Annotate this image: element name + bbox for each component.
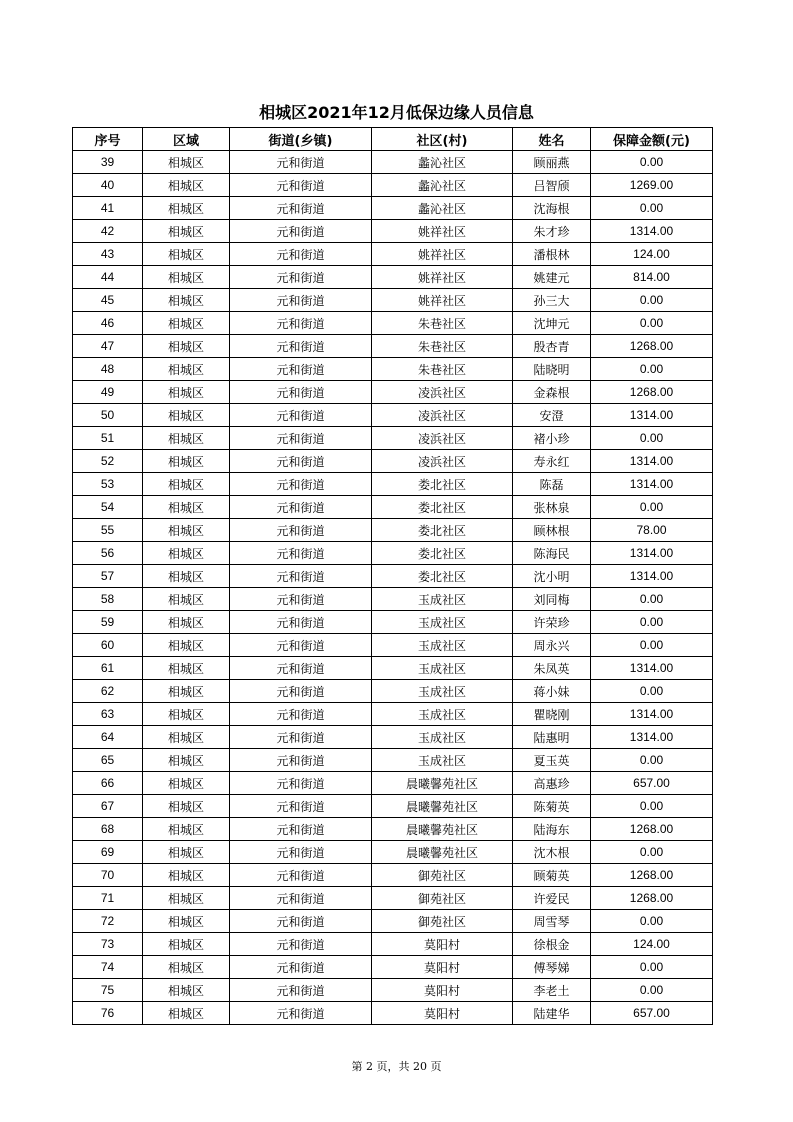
- cell-index: 64: [73, 726, 143, 749]
- cell-street: 元和街道: [230, 956, 372, 979]
- cell-street: 元和街道: [230, 174, 372, 197]
- cell-street: 元和街道: [230, 220, 372, 243]
- cell-index: 72: [73, 910, 143, 933]
- cell-street: 元和街道: [230, 473, 372, 496]
- cell-street: 元和街道: [230, 841, 372, 864]
- cell-community: 玉成社区: [372, 634, 513, 657]
- cell-name: 顾林根: [513, 519, 591, 542]
- cell-amount: 0.00: [591, 680, 713, 703]
- cell-street: 元和街道: [230, 335, 372, 358]
- cell-street: 元和街道: [230, 864, 372, 887]
- cell-community: 玉成社区: [372, 703, 513, 726]
- cell-name: 朱才珍: [513, 220, 591, 243]
- table-row: [73, 703, 713, 726]
- cell-name: 姚建元: [513, 266, 591, 289]
- cell-name: 夏玉英: [513, 749, 591, 772]
- table-row: [73, 565, 713, 588]
- header-amount: 保障金额(元): [591, 128, 713, 151]
- cell-index: 63: [73, 703, 143, 726]
- table-row: [73, 335, 713, 358]
- cell-amount: 1314.00: [591, 726, 713, 749]
- cell-community: 凌浜社区: [372, 450, 513, 473]
- cell-street: 元和街道: [230, 726, 372, 749]
- cell-community: 姚祥社区: [372, 289, 513, 312]
- cell-amount: 1314.00: [591, 657, 713, 680]
- cell-district: 相城区: [143, 680, 230, 703]
- cell-name: 安澄: [513, 404, 591, 427]
- cell-street: 元和街道: [230, 887, 372, 910]
- cell-name: 陈海民: [513, 542, 591, 565]
- cell-district: 相城区: [143, 220, 230, 243]
- cell-index: 48: [73, 358, 143, 381]
- cell-name: 许爱民: [513, 887, 591, 910]
- cell-district: 相城区: [143, 864, 230, 887]
- cell-amount: 1268.00: [591, 887, 713, 910]
- cell-community: 蠡沁社区: [372, 174, 513, 197]
- cell-index: 73: [73, 933, 143, 956]
- cell-district: 相城区: [143, 358, 230, 381]
- cell-name: 刘同梅: [513, 588, 591, 611]
- cell-community: 莫阳村: [372, 979, 513, 1002]
- table-row: [73, 979, 713, 1002]
- document-title: 相城区2021年12月低保边缘人员信息: [259, 103, 534, 122]
- cell-name: 陆晓明: [513, 358, 591, 381]
- cell-index: 43: [73, 243, 143, 266]
- cell-index: 46: [73, 312, 143, 335]
- cell-district: 相城区: [143, 565, 230, 588]
- cell-district: 相城区: [143, 519, 230, 542]
- table-row: [73, 496, 713, 519]
- cell-community: 晨曦馨苑社区: [372, 772, 513, 795]
- cell-street: 元和街道: [230, 611, 372, 634]
- cell-index: 41: [73, 197, 143, 220]
- cell-index: 40: [73, 174, 143, 197]
- cell-district: 相城区: [143, 979, 230, 1002]
- table-header-row: [73, 128, 713, 151]
- cell-index: 55: [73, 519, 143, 542]
- cell-community: 蠡沁社区: [372, 151, 513, 174]
- table-body: [73, 151, 713, 1025]
- cell-district: 相城区: [143, 151, 230, 174]
- header-name: 姓名: [513, 128, 591, 151]
- cell-index: 58: [73, 588, 143, 611]
- cell-name: 陈磊: [513, 473, 591, 496]
- cell-community: 娄北社区: [372, 519, 513, 542]
- cell-index: 57: [73, 565, 143, 588]
- cell-community: 朱巷社区: [372, 358, 513, 381]
- cell-district: 相城区: [143, 289, 230, 312]
- cell-community: 朱巷社区: [372, 335, 513, 358]
- table-row: [73, 427, 713, 450]
- cell-community: 凌浜社区: [372, 404, 513, 427]
- table-row: [73, 174, 713, 197]
- table-row: [73, 956, 713, 979]
- cell-amount: 78.00: [591, 519, 713, 542]
- cell-street: 元和街道: [230, 933, 372, 956]
- cell-name: 殷杏青: [513, 335, 591, 358]
- cell-community: 莫阳村: [372, 933, 513, 956]
- cell-index: 60: [73, 634, 143, 657]
- cell-amount: 1314.00: [591, 542, 713, 565]
- cell-street: 元和街道: [230, 404, 372, 427]
- cell-amount: 1314.00: [591, 220, 713, 243]
- cell-index: 42: [73, 220, 143, 243]
- cell-district: 相城区: [143, 312, 230, 335]
- cell-amount: 0.00: [591, 588, 713, 611]
- cell-amount: 1268.00: [591, 818, 713, 841]
- cell-district: 相城区: [143, 933, 230, 956]
- cell-amount: 1314.00: [591, 703, 713, 726]
- cell-street: 元和街道: [230, 634, 372, 657]
- cell-index: 59: [73, 611, 143, 634]
- cell-amount: 0.00: [591, 979, 713, 1002]
- cell-district: 相城区: [143, 611, 230, 634]
- cell-name: 沈木根: [513, 841, 591, 864]
- cell-amount: 0.00: [591, 151, 713, 174]
- cell-index: 70: [73, 864, 143, 887]
- cell-amount: 0.00: [591, 289, 713, 312]
- cell-street: 元和街道: [230, 657, 372, 680]
- table-row: [73, 312, 713, 335]
- cell-community: 晨曦馨苑社区: [372, 841, 513, 864]
- cell-index: 65: [73, 749, 143, 772]
- cell-amount: 0.00: [591, 956, 713, 979]
- cell-street: 元和街道: [230, 772, 372, 795]
- cell-name: 潘根林: [513, 243, 591, 266]
- cell-district: 相城区: [143, 956, 230, 979]
- cell-name: 张林泉: [513, 496, 591, 519]
- cell-district: 相城区: [143, 772, 230, 795]
- cell-amount: 0.00: [591, 634, 713, 657]
- table-row: [73, 542, 713, 565]
- table-row: [73, 749, 713, 772]
- cell-index: 68: [73, 818, 143, 841]
- cell-community: 晨曦馨苑社区: [372, 818, 513, 841]
- cell-name: 李老土: [513, 979, 591, 1002]
- cell-street: 元和街道: [230, 749, 372, 772]
- cell-amount: 814.00: [591, 266, 713, 289]
- cell-index: 51: [73, 427, 143, 450]
- cell-amount: 124.00: [591, 933, 713, 956]
- cell-index: 47: [73, 335, 143, 358]
- cell-amount: 0.00: [591, 749, 713, 772]
- cell-amount: 0.00: [591, 496, 713, 519]
- recipients-table: [72, 127, 713, 1025]
- cell-community: 晨曦馨苑社区: [372, 795, 513, 818]
- cell-street: 元和街道: [230, 427, 372, 450]
- cell-amount: 0.00: [591, 358, 713, 381]
- cell-amount: 0.00: [591, 841, 713, 864]
- cell-community: 玉成社区: [372, 657, 513, 680]
- cell-street: 元和街道: [230, 818, 372, 841]
- cell-name: 金森根: [513, 381, 591, 404]
- header-district: 区域: [143, 128, 230, 151]
- table-row: [73, 220, 713, 243]
- cell-amount: 1268.00: [591, 381, 713, 404]
- table-row: [73, 197, 713, 220]
- header-index: 序号: [73, 128, 143, 151]
- cell-name: 陆建华: [513, 1002, 591, 1025]
- cell-name: 吕智颀: [513, 174, 591, 197]
- cell-district: 相城区: [143, 910, 230, 933]
- cell-index: 49: [73, 381, 143, 404]
- table-row: [73, 772, 713, 795]
- cell-community: 莫阳村: [372, 1002, 513, 1025]
- cell-name: 许荣珍: [513, 611, 591, 634]
- cell-amount: 1314.00: [591, 565, 713, 588]
- cell-street: 元和街道: [230, 910, 372, 933]
- cell-name: 瞿晓刚: [513, 703, 591, 726]
- cell-community: 玉成社区: [372, 680, 513, 703]
- cell-amount: 1314.00: [591, 450, 713, 473]
- cell-district: 相城区: [143, 381, 230, 404]
- cell-name: 褚小珍: [513, 427, 591, 450]
- cell-community: 姚祥社区: [372, 243, 513, 266]
- cell-district: 相城区: [143, 496, 230, 519]
- cell-community: 娄北社区: [372, 542, 513, 565]
- cell-street: 元和街道: [230, 588, 372, 611]
- cell-index: 71: [73, 887, 143, 910]
- cell-index: 50: [73, 404, 143, 427]
- cell-district: 相城区: [143, 749, 230, 772]
- cell-community: 御苑社区: [372, 910, 513, 933]
- cell-name: 陈菊英: [513, 795, 591, 818]
- cell-community: 玉成社区: [372, 588, 513, 611]
- table-row: [73, 657, 713, 680]
- cell-community: 朱巷社区: [372, 312, 513, 335]
- cell-district: 相城区: [143, 174, 230, 197]
- cell-community: 姚祥社区: [372, 220, 513, 243]
- cell-name: 傅琴娣: [513, 956, 591, 979]
- cell-street: 元和街道: [230, 795, 372, 818]
- cell-community: 御苑社区: [372, 887, 513, 910]
- cell-community: 娄北社区: [372, 496, 513, 519]
- cell-community: 娄北社区: [372, 473, 513, 496]
- cell-street: 元和街道: [230, 519, 372, 542]
- cell-name: 沈小明: [513, 565, 591, 588]
- cell-name: 蒋小妹: [513, 680, 591, 703]
- cell-name: 沈坤元: [513, 312, 591, 335]
- cell-street: 元和街道: [230, 703, 372, 726]
- cell-index: 76: [73, 1002, 143, 1025]
- table-row: [73, 887, 713, 910]
- table-row: [73, 611, 713, 634]
- cell-street: 元和街道: [230, 151, 372, 174]
- table-row: [73, 910, 713, 933]
- cell-index: 61: [73, 657, 143, 680]
- cell-community: 蠡沁社区: [372, 197, 513, 220]
- table-row: [73, 680, 713, 703]
- cell-community: 凌浜社区: [372, 381, 513, 404]
- table-row: [73, 289, 713, 312]
- cell-street: 元和街道: [230, 312, 372, 335]
- cell-district: 相城区: [143, 404, 230, 427]
- cell-street: 元和街道: [230, 680, 372, 703]
- cell-index: 45: [73, 289, 143, 312]
- table-row: [73, 151, 713, 174]
- table-row: [73, 634, 713, 657]
- table-row: [73, 243, 713, 266]
- cell-district: 相城区: [143, 657, 230, 680]
- cell-name: 高惠珍: [513, 772, 591, 795]
- cell-amount: 0.00: [591, 910, 713, 933]
- table-row: [73, 726, 713, 749]
- cell-amount: 1268.00: [591, 864, 713, 887]
- cell-amount: 0.00: [591, 197, 713, 220]
- cell-street: 元和街道: [230, 266, 372, 289]
- cell-index: 62: [73, 680, 143, 703]
- cell-index: 74: [73, 956, 143, 979]
- cell-amount: 0.00: [591, 427, 713, 450]
- cell-district: 相城区: [143, 427, 230, 450]
- cell-street: 元和街道: [230, 979, 372, 1002]
- cell-index: 56: [73, 542, 143, 565]
- cell-community: 凌浜社区: [372, 427, 513, 450]
- cell-name: 孙三大: [513, 289, 591, 312]
- cell-district: 相城区: [143, 634, 230, 657]
- cell-amount: 0.00: [591, 312, 713, 335]
- table-row: [73, 381, 713, 404]
- table-row: [73, 450, 713, 473]
- cell-district: 相城区: [143, 197, 230, 220]
- cell-index: 39: [73, 151, 143, 174]
- table-row: [73, 358, 713, 381]
- cell-index: 52: [73, 450, 143, 473]
- cell-community: 玉成社区: [372, 749, 513, 772]
- cell-district: 相城区: [143, 1002, 230, 1025]
- cell-name: 寿永红: [513, 450, 591, 473]
- cell-amount: 0.00: [591, 795, 713, 818]
- cell-amount: 0.00: [591, 611, 713, 634]
- table-row: [73, 588, 713, 611]
- cell-community: 玉成社区: [372, 611, 513, 634]
- table-row: [73, 818, 713, 841]
- page-footer: 第 2 页，共 20 页: [351, 1060, 442, 1073]
- cell-district: 相城区: [143, 266, 230, 289]
- table-row: [73, 473, 713, 496]
- table-row: [73, 266, 713, 289]
- cell-district: 相城区: [143, 703, 230, 726]
- header-street: 街道(乡镇): [230, 128, 372, 151]
- table-row: [73, 841, 713, 864]
- table-row: [73, 795, 713, 818]
- cell-street: 元和街道: [230, 496, 372, 519]
- cell-street: 元和街道: [230, 1002, 372, 1025]
- cell-index: 66: [73, 772, 143, 795]
- cell-amount: 657.00: [591, 772, 713, 795]
- table-row: [73, 864, 713, 887]
- cell-index: 69: [73, 841, 143, 864]
- cell-name: 陆海东: [513, 818, 591, 841]
- cell-name: 顾丽燕: [513, 151, 591, 174]
- cell-community: 玉成社区: [372, 726, 513, 749]
- table-row: [73, 933, 713, 956]
- cell-amount: 1269.00: [591, 174, 713, 197]
- cell-amount: 1314.00: [591, 404, 713, 427]
- cell-name: 周永兴: [513, 634, 591, 657]
- cell-community: 娄北社区: [372, 565, 513, 588]
- cell-street: 元和街道: [230, 243, 372, 266]
- table-row: [73, 1002, 713, 1025]
- header-community: 社区(村): [372, 128, 513, 151]
- cell-index: 75: [73, 979, 143, 1002]
- cell-amount: 657.00: [591, 1002, 713, 1025]
- cell-district: 相城区: [143, 473, 230, 496]
- cell-name: 沈海根: [513, 197, 591, 220]
- cell-district: 相城区: [143, 588, 230, 611]
- table-row: [73, 519, 713, 542]
- cell-street: 元和街道: [230, 381, 372, 404]
- cell-index: 44: [73, 266, 143, 289]
- cell-street: 元和街道: [230, 197, 372, 220]
- cell-amount: 1314.00: [591, 473, 713, 496]
- cell-community: 御苑社区: [372, 864, 513, 887]
- cell-name: 周雪琴: [513, 910, 591, 933]
- cell-amount: 1268.00: [591, 335, 713, 358]
- cell-name: 顾菊英: [513, 864, 591, 887]
- cell-name: 徐根金: [513, 933, 591, 956]
- cell-district: 相城区: [143, 887, 230, 910]
- cell-name: 朱凤英: [513, 657, 591, 680]
- cell-district: 相城区: [143, 726, 230, 749]
- cell-district: 相城区: [143, 243, 230, 266]
- cell-street: 元和街道: [230, 358, 372, 381]
- cell-street: 元和街道: [230, 450, 372, 473]
- cell-index: 54: [73, 496, 143, 519]
- cell-street: 元和街道: [230, 289, 372, 312]
- cell-district: 相城区: [143, 335, 230, 358]
- cell-index: 53: [73, 473, 143, 496]
- cell-district: 相城区: [143, 795, 230, 818]
- cell-district: 相城区: [143, 818, 230, 841]
- cell-street: 元和街道: [230, 542, 372, 565]
- cell-street: 元和街道: [230, 565, 372, 588]
- cell-district: 相城区: [143, 450, 230, 473]
- table-row: [73, 404, 713, 427]
- cell-district: 相城区: [143, 841, 230, 864]
- cell-community: 姚祥社区: [372, 266, 513, 289]
- cell-index: 67: [73, 795, 143, 818]
- cell-amount: 124.00: [591, 243, 713, 266]
- cell-district: 相城区: [143, 542, 230, 565]
- cell-name: 陆惠明: [513, 726, 591, 749]
- cell-community: 莫阳村: [372, 956, 513, 979]
